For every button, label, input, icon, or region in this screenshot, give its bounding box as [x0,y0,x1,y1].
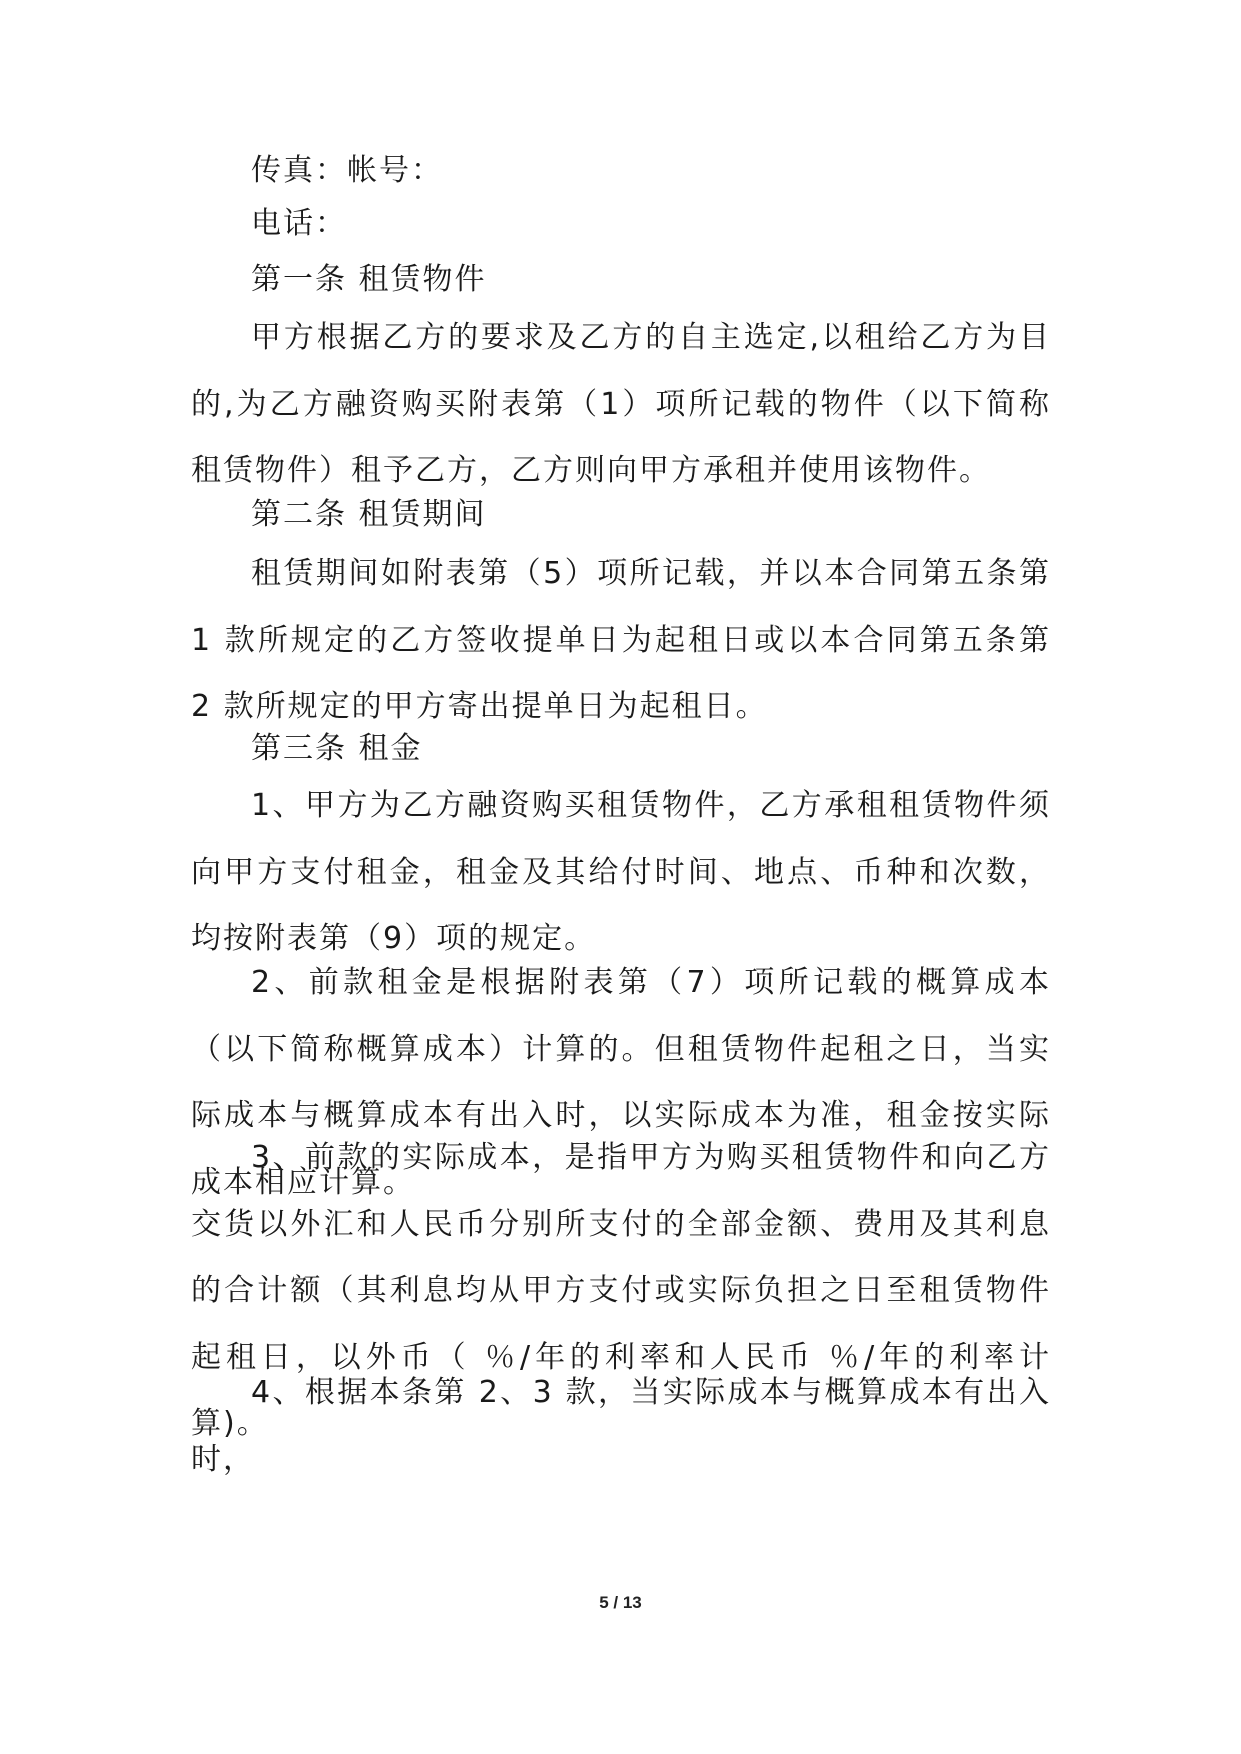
article-3-clause-3: 3、前款的实际成本，是指甲方为购买租赁物件和向乙方交货以外汇和人民币分别所支付的全部金额、费用及其利息的合计额（其利息均从甲方支付或实际负担之日至租赁物件起租日，以外币（ ％/年的利率和人民币 ％/年的利率计算)。 [191,1140,1051,1441]
article-3-clause-4: 4、根据本条第 2、3 款，当实际成本与概算成本有出入时， [191,1375,1051,1477]
phone-line: 电话： [251,206,347,241]
article-3-clause-2: 2、前款租金是根据附表第（7）项所记载的概算成本（以下简称概算成本）计算的。但租赁物件起租之日，当实际成本与概算成本有出入时，以实际成本为准，租金按实际成本相应计算。 [191,965,1051,1200]
article-3-clause-1: 1、甲方为乙方融资购买租赁物件，乙方承租租赁物件须向甲方支付租金，租金及其给付时间、地点、币种和次数，均按附表第（9）项的规定。 [191,788,1051,956]
article-2-heading: 第二条 租赁期间 [251,497,487,532]
fax-account-line: 传真：帐号： [251,153,443,188]
page-number: 5 / 13 [599,1593,642,1612]
article-1-heading: 第一条 租赁物件 [251,262,487,297]
article-1-body: 甲方根据乙方的要求及乙方的自主选定,以租给乙方为目的,为乙方融资购买附表第（1）项所记载的物件（以下简称租赁物件）租予乙方，乙方则向甲方承租并使用该物件。 [191,320,1051,488]
article-3-heading: 第三条 租金 [251,731,423,766]
article-2-body: 租赁期间如附表第（5）项所记载，并以本合同第五条第 1 款所规定的乙方签收提单日为起租日或以本合同第五条第 2 款所规定的甲方寄出提单日为起租日。 [191,556,1051,724]
